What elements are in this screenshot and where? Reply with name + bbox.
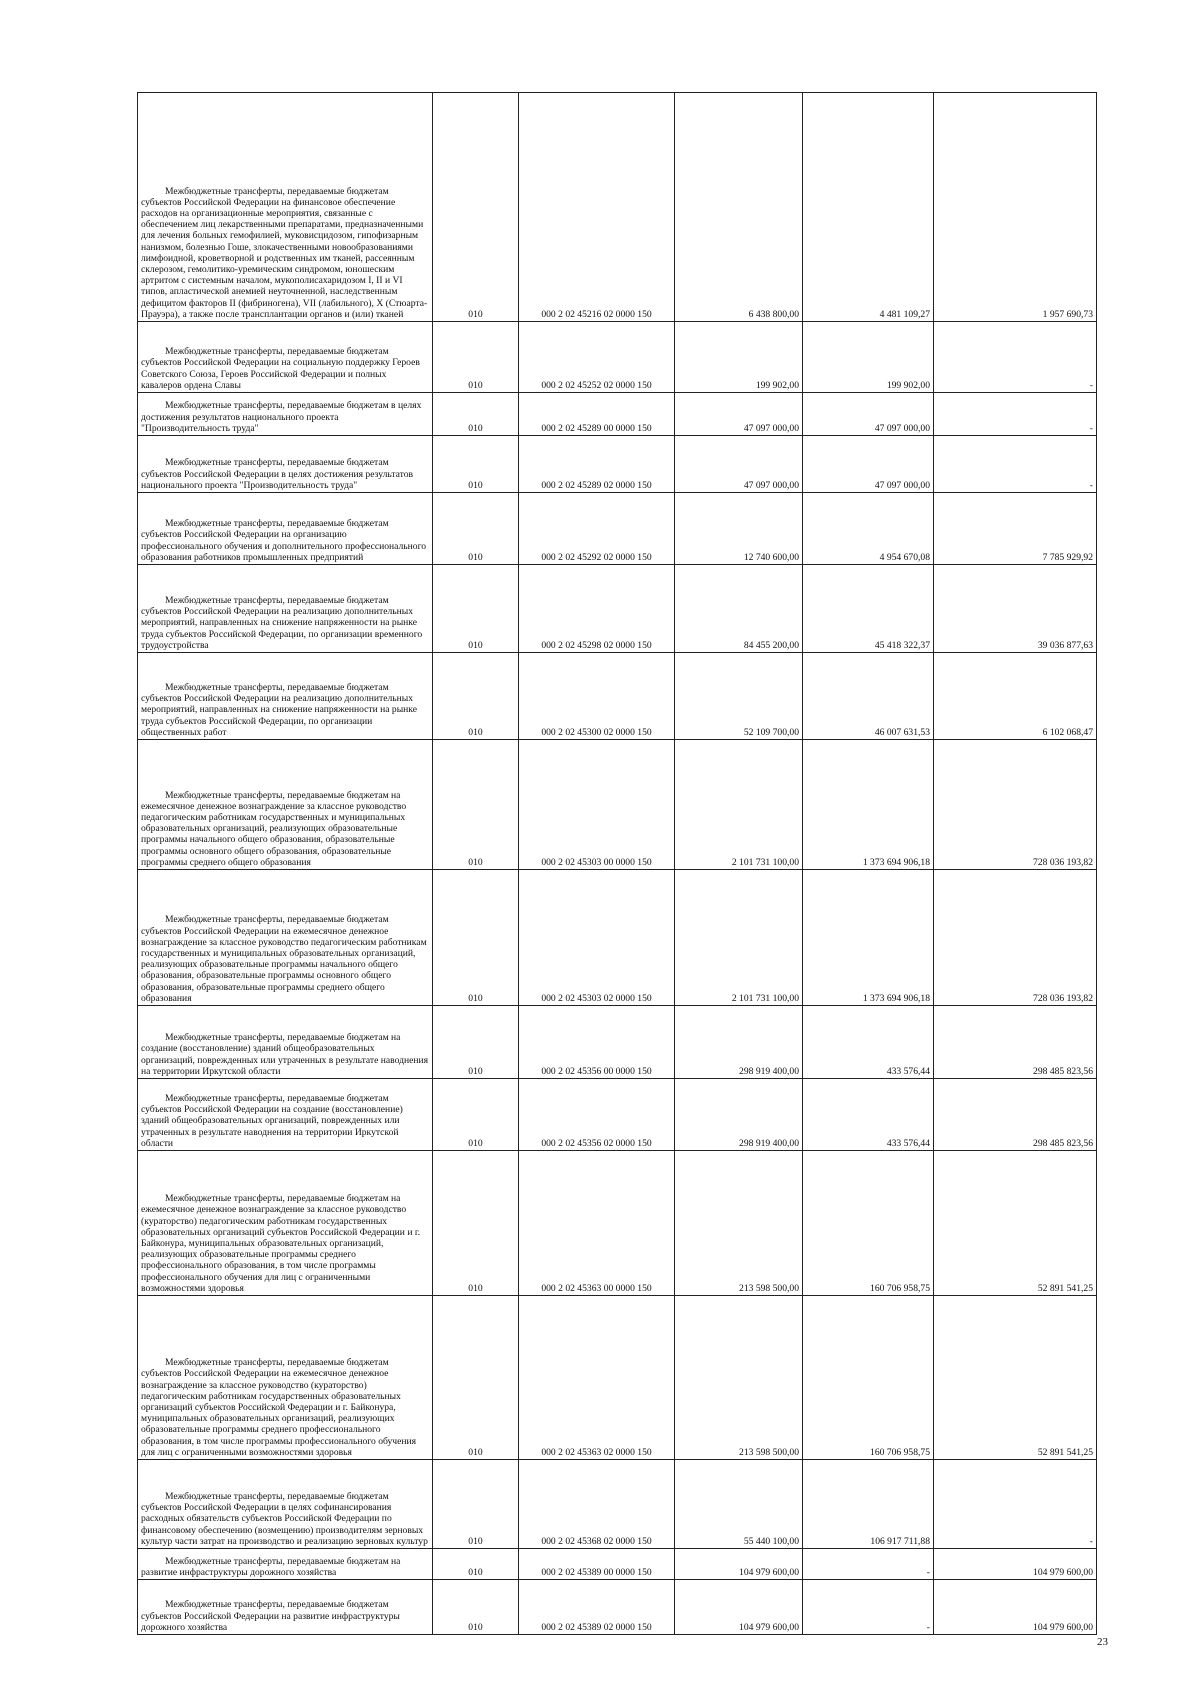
row-line-code: 010 [433,565,519,653]
row-remaining-amount: - [934,393,1097,436]
row-budget-code: 000 2 02 45363 00 0000 150 [519,1151,675,1296]
row-line-code: 010 [433,493,519,565]
row-budget-code: 000 2 02 45252 02 0000 150 [519,322,675,393]
row-line-code: 010 [433,1079,519,1151]
row-executed-amount: 1 373 694 906,18 [803,740,934,870]
table-row [138,1151,1097,1296]
row-remaining-amount: 7 785 929,92 [934,493,1097,565]
row-budget-code: 000 2 02 45389 00 0000 150 [519,1549,675,1580]
row-approved-amount: 52 109 700,00 [675,653,803,740]
row-description: Межбюджетные трансферты, передаваемые бюджетам субъектов Российской Федерации на ежемесячное денежное вознаграждение за классное руководство (кураторство) педагогическим работникам государственных образовательных организаций субъектов Российской Федерации и г. Байконура, муниципальных образовательных организаций, реализующих образовательные программы среднего профессионального образования, в том числе программы профессионального обучения для лиц с ограниченными возможностями здоровья [138,1296,433,1460]
row-executed-amount: 160 706 958,75 [803,1296,934,1460]
row-executed-amount: 4 481 109,27 [803,93,934,322]
row-line-code: 010 [433,1006,519,1079]
table-row [138,740,1097,870]
row-executed-amount: 47 097 000,00 [803,436,934,493]
row-approved-amount: 213 598 500,00 [675,1296,803,1460]
row-approved-amount: 84 455 200,00 [675,565,803,653]
row-approved-amount: 199 902,00 [675,322,803,393]
table-row [138,93,1097,322]
row-budget-code: 000 2 02 45298 02 0000 150 [519,565,675,653]
row-executed-amount: 433 576,44 [803,1006,934,1079]
row-executed-amount: 45 418 322,37 [803,565,934,653]
row-remaining-amount: 298 485 823,56 [934,1079,1097,1151]
row-budget-code: 000 2 02 45303 02 0000 150 [519,870,675,1006]
row-line-code: 010 [433,1580,519,1635]
row-approved-amount: 47 097 000,00 [675,436,803,493]
row-approved-amount: 12 740 600,00 [675,493,803,565]
row-description: Межбюджетные трансферты, передаваемые бюджетам субъектов Российской Федерации в целях софинансирования расходных обязательств субъектов Российской Федерации по финансовому обеспечению (возмещению) производителям зерновых культур части затрат на производство и реализацию зерновых культур [138,1460,433,1549]
row-approved-amount: 104 979 600,00 [675,1549,803,1580]
row-line-code: 010 [433,1549,519,1580]
row-description: Межбюджетные трансферты, передаваемые бюджетам субъектов Российской Федерации на финансовое обеспечение расходов на организационные мероприятия, связанные с обеспечением лиц лекарственными препаратами, предназначенными для лечения больных гемофилией, муковисцидозом, гипофизарным нанизмом, болезнью Гоше, злокачественными новообразованиями лимфоидной, кроветворной и родственных им тканей, рассеянным склерозом, гемолитико-уремическим синдромом, юношеским артритом с системным началом, мукополисахаридозом I, II и VI типов, апластической анемией неуточненной, наследственным дефицитом факторов II (фибриногена), VII (лабильного), X (Стюарта-Прауэра), а также после трансплантации органов и (или) тканей [138,93,433,322]
row-budget-code: 000 2 02 45363 02 0000 150 [519,1296,675,1460]
table-row [138,653,1097,740]
row-line-code: 010 [433,322,519,393]
row-approved-amount: 55 440 100,00 [675,1460,803,1549]
row-approved-amount: 47 097 000,00 [675,393,803,436]
row-approved-amount: 213 598 500,00 [675,1151,803,1296]
row-executed-amount: - [803,1580,934,1635]
row-budget-code: 000 2 02 45289 00 0000 150 [519,393,675,436]
row-description: Межбюджетные трансферты, передаваемые бюджетам субъектов Российской Федерации на реализацию дополнительных мероприятий, направленных на снижение напряженности на рынке труда субъектов Российской Федерации, по организации общественных работ [138,653,433,740]
row-line-code: 010 [433,393,519,436]
row-executed-amount: 1 373 694 906,18 [803,870,934,1006]
row-executed-amount: 106 917 711,88 [803,1460,934,1549]
row-executed-amount: 160 706 958,75 [803,1151,934,1296]
row-executed-amount: 433 576,44 [803,1079,934,1151]
row-budget-code: 000 2 02 45368 02 0000 150 [519,1460,675,1549]
row-remaining-amount: 728 036 193,82 [934,870,1097,1006]
row-description: Межбюджетные трансферты, передаваемые бюджетам субъектов Российской Федерации на ежемесячное денежное вознаграждение за классное руководство педагогическим работникам государственных и муниципальных образовательных организаций, реализующих образовательные программы начального общего образования, образовательные программы основного общего образования, образовательные программы среднего общего образования [138,870,433,1006]
row-budget-code: 000 2 02 45289 02 0000 150 [519,436,675,493]
row-approved-amount: 6 438 800,00 [675,93,803,322]
row-line-code: 010 [433,740,519,870]
row-remaining-amount: 104 979 600,00 [934,1549,1097,1580]
row-line-code: 010 [433,93,519,322]
table-row [138,1549,1097,1580]
row-budget-code: 000 2 02 45300 02 0000 150 [519,653,675,740]
row-description: Межбюджетные трансферты, передаваемые бюджетам на ежемесячное денежное вознаграждение за классное руководство (кураторство) педагогическим работникам государственных образовательных организаций субъектов Российской Федерации и г. Байконура, муниципальных образовательных организаций, реализующих образовательные программы среднего профессионального образования, в том числе программы профессионального обучения для лиц с ограниченными возможностями здоровья [138,1151,433,1296]
budget-execution-table [137,92,1097,1635]
table-row [138,322,1097,393]
row-remaining-amount: 728 036 193,82 [934,740,1097,870]
row-line-code: 010 [433,870,519,1006]
row-approved-amount: 298 919 400,00 [675,1006,803,1079]
row-executed-amount: 199 902,00 [803,322,934,393]
row-description: Межбюджетные трансферты, передаваемые бюджетам в целях достижения результатов национального проекта "Производительность труда" [138,393,433,436]
row-budget-code: 000 2 02 45303 00 0000 150 [519,740,675,870]
row-description: Межбюджетные трансферты, передаваемые бюджетам субъектов Российской Федерации на реализацию дополнительных мероприятий, направленных на снижение напряженности на рынке труда субъектов Российской Федерации, по организации временного трудоустройства [138,565,433,653]
row-budget-code: 000 2 02 45389 02 0000 150 [519,1580,675,1635]
table-row [138,1079,1097,1151]
row-line-code: 010 [433,1151,519,1296]
row-remaining-amount: 104 979 600,00 [934,1580,1097,1635]
table-row [138,565,1097,653]
row-remaining-amount: - [934,436,1097,493]
table-row [138,493,1097,565]
row-executed-amount: 46 007 631,53 [803,653,934,740]
row-remaining-amount: 298 485 823,56 [934,1006,1097,1079]
table-row [138,870,1097,1006]
table-row [138,393,1097,436]
row-executed-amount: 47 097 000,00 [803,393,934,436]
table-row [138,1296,1097,1460]
table-row [138,1006,1097,1079]
row-approved-amount: 2 101 731 100,00 [675,870,803,1006]
row-approved-amount: 2 101 731 100,00 [675,740,803,870]
row-approved-amount: 298 919 400,00 [675,1079,803,1151]
row-line-code: 010 [433,1296,519,1460]
row-description: Межбюджетные трансферты, передаваемые бюджетам субъектов Российской Федерации на развитие инфраструктуры дорожного хозяйства [138,1580,433,1635]
row-budget-code: 000 2 02 45356 02 0000 150 [519,1079,675,1151]
table-row [138,1460,1097,1549]
row-line-code: 010 [433,436,519,493]
row-budget-code: 000 2 02 45216 02 0000 150 [519,93,675,322]
table-row [138,1580,1097,1635]
row-description: Межбюджетные трансферты, передаваемые бюджетам субъектов Российской Федерации на создание (восстановление) зданий общеобразовательных организаций, поврежденных или утраченных в результате наводнения на территории Иркутской области [138,1079,433,1151]
row-description: Межбюджетные трансферты, передаваемые бюджетам на ежемесячное денежное вознаграждение за классное руководство педагогическим работникам государственных и муниципальных образовательных организаций, реализующих образовательные программы начального общего образования, образовательные программы основного общего образования, образовательные программы среднего общего образования [138,740,433,870]
row-line-code: 010 [433,653,519,740]
row-description: Межбюджетные трансферты, передаваемые бюджетам субъектов Российской Федерации на организацию профессионального обучения и дополнительного профессионального образования работников промышленных предприятий [138,493,433,565]
row-description: Межбюджетные трансферты, передаваемые бюджетам на создание (восстановление) зданий общеобразовательных организаций, поврежденных или утраченных в результате наводнения на территории Иркутской области [138,1006,433,1079]
row-executed-amount: 4 954 670,08 [803,493,934,565]
row-remaining-amount: 1 957 690,73 [934,93,1097,322]
row-remaining-amount: - [934,322,1097,393]
row-description: Межбюджетные трансферты, передаваемые бюджетам субъектов Российской Федерации на социальную поддержку Героев Советского Союза, Героев Российской Федерации и полных кавалеров ордена Славы [138,322,433,393]
row-description: Межбюджетные трансферты, передаваемые бюджетам субъектов Российской Федерации в целях достижения результатов национального проекта "Производительность труда" [138,436,433,493]
row-remaining-amount: 52 891 541,25 [934,1296,1097,1460]
row-description: Межбюджетные трансферты, передаваемые бюджетам на развитие инфраструктуры дорожного хозяйства [138,1549,433,1580]
row-remaining-amount: 39 036 877,63 [934,565,1097,653]
row-executed-amount: - [803,1549,934,1580]
table-row [138,436,1097,493]
row-line-code: 010 [433,1460,519,1549]
row-remaining-amount: 6 102 068,47 [934,653,1097,740]
row-budget-code: 000 2 02 45292 02 0000 150 [519,493,675,565]
table-body [138,93,1097,1635]
page-number: 23 [1097,1636,1108,1648]
row-approved-amount: 104 979 600,00 [675,1580,803,1635]
row-remaining-amount: - [934,1460,1097,1549]
row-budget-code: 000 2 02 45356 00 0000 150 [519,1006,675,1079]
row-remaining-amount: 52 891 541,25 [934,1151,1097,1296]
